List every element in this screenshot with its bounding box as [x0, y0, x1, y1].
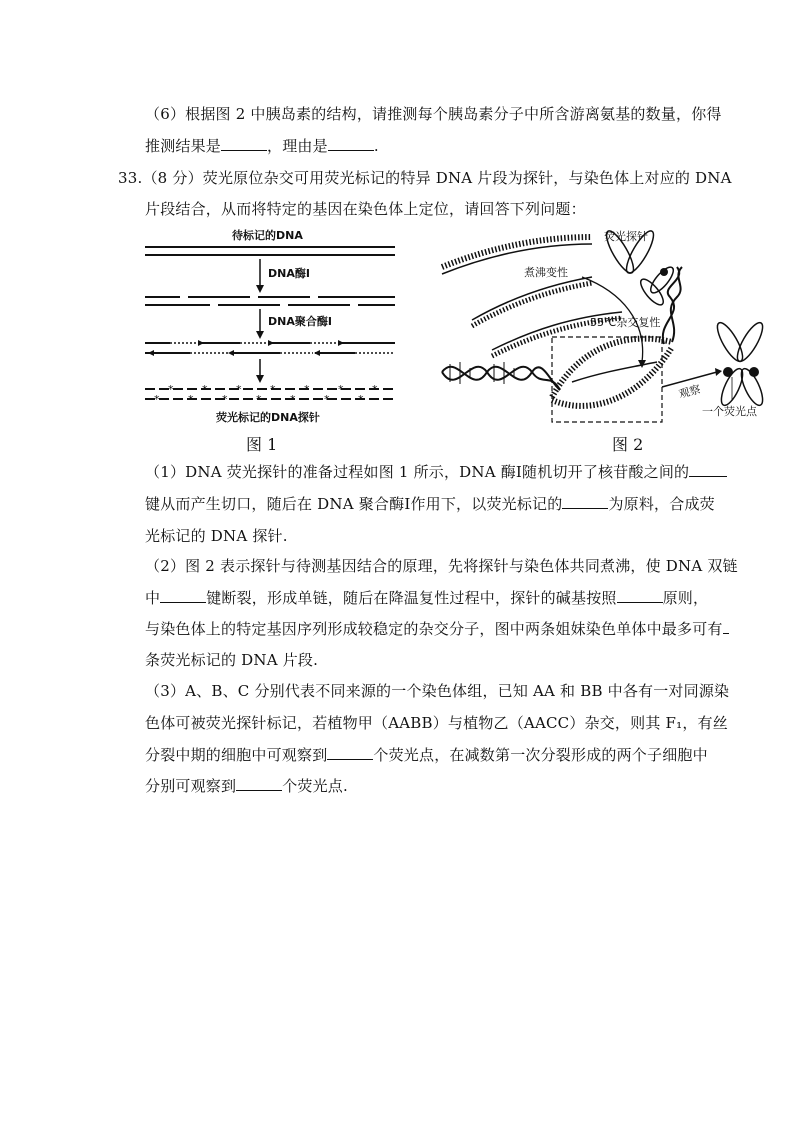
p2-line2: [145, 588, 708, 608]
p3-line4-tail: 个荧光点.: [282, 777, 348, 795]
p1-line2: [145, 494, 715, 514]
svg-text:*: *: [188, 393, 194, 406]
svg-text:*: *: [236, 383, 242, 396]
fig2-caption: 图 2: [612, 435, 644, 454]
svg-text:*: *: [324, 393, 330, 406]
svg-text:*: *: [222, 393, 228, 406]
p3-line4: [145, 776, 348, 796]
p1-line1-text: （1）DNA 荧光探针的准备过程如图 1 所示，DNA 酶Ⅰ随机切开了核苷酸之间的: [145, 463, 690, 481]
p3-line3: [145, 745, 708, 765]
svg-text:*: *: [168, 383, 174, 396]
q33-intro-line1: 33.（8 分）荧光原位杂交可用荧光标记的特异 DNA 片段为探针，与染色体上对应的 DNA: [118, 169, 732, 187]
fig1-step1-label: DNA酶Ⅰ: [268, 267, 310, 280]
figure-1: [140, 225, 400, 435]
fig1-step2-label: DNA聚合酶Ⅰ: [268, 315, 332, 328]
figure-2: [432, 222, 777, 432]
p1-line2-tail: 为原料，合成荧: [608, 495, 715, 513]
p2-line1: （2）图 2 表示探针与待测基因结合的原理，先将探针与染色体共同煮沸，使 DNA 双链: [145, 557, 738, 575]
p1-line1: [145, 462, 727, 482]
p2-blank-count[interactable]: [723, 619, 729, 634]
p3-line1: （3）A、B、C 分别代表不同来源的一个染色体组，已知 AA 和 BB 中各有一对同源染: [145, 682, 730, 700]
p2-line3: [145, 619, 729, 639]
q6-blank-result[interactable]: [221, 136, 267, 151]
svg-text:*: *: [154, 393, 160, 406]
p1-line2-text: 键从而产生切口，随后在 DNA 聚合酶Ⅰ作用下，以荧光标记的: [145, 495, 563, 513]
p1-line3: 光标记的 DNA 探针.: [145, 527, 288, 545]
q6-reason-label: ，理由是: [267, 137, 328, 155]
p2-line2-head: 中: [145, 589, 161, 607]
q6-line1: （6）根据图 2 中胰岛素的结构，请推测每个胰岛素分子中所含游离氨基的数量，你得: [145, 105, 722, 123]
p1-blank-bond[interactable]: [689, 462, 727, 477]
p3-line3-text: 分裂中期的细胞中可观察到: [145, 746, 328, 764]
svg-text:*: *: [338, 383, 344, 396]
p1-blank-material[interactable]: [562, 494, 608, 509]
p2-line2-text: 键断裂，形成单链，随后在降温复性过程中，探针的碱基按照: [206, 589, 617, 607]
p2-line3-text: 与染色体上的特定基因序列形成较稳定的杂交分子，图中两条姐妹染色单体中最多可有: [145, 620, 723, 638]
q6-period: .: [373, 137, 379, 155]
fig2-observe-label: 观察: [677, 382, 703, 401]
fig2-boil-label: 煮沸变性: [524, 266, 568, 279]
q6-blank-reason[interactable]: [328, 136, 374, 151]
p2-blank-principle[interactable]: [617, 588, 663, 603]
fig2-hybrid-label: 55℃杂交复性: [590, 316, 661, 329]
p3-line4-text: 分别可观察到: [145, 777, 237, 795]
fig1-bottom-label: 荧光标记的DNA探针: [216, 411, 320, 424]
svg-text:*: *: [256, 393, 262, 406]
fig1-title: 待标记的DNA: [232, 229, 303, 242]
p3-blank-mitosis[interactable]: [327, 745, 373, 760]
svg-text:*: *: [304, 383, 310, 396]
svg-text:*: *: [372, 383, 378, 396]
fig1-caption: 图 1: [246, 435, 278, 454]
p3-line2: 色体可被荧光探针标记，若植物甲（AABB）与植物乙（AACC）杂交，则其 F₁，有丝: [145, 714, 728, 732]
q6-result-label: 推测结果是: [145, 137, 222, 155]
p2-blank-bond[interactable]: [160, 588, 206, 603]
fig2-probe-label: 荧光探针: [604, 230, 648, 243]
fig2-spot-label: 一个荧光点: [702, 405, 757, 418]
p2-line2-tail: 原则，: [662, 589, 709, 607]
p2-line4: 条荧光标记的 DNA 片段.: [145, 651, 319, 669]
p3-blank-meiosis[interactable]: [236, 776, 282, 791]
svg-text:*: *: [202, 383, 208, 396]
q6-line2: [145, 136, 379, 156]
svg-text:*: *: [358, 393, 364, 406]
q33-intro-line2: 片段结合，从而将特定的基因在染色体上定位，请回答下列问题：: [145, 200, 586, 218]
svg-text:*: *: [290, 393, 296, 406]
svg-text:*: *: [270, 383, 276, 396]
p3-line3-tail: 个荧光点，在减数第一次分裂形成的两个子细胞中: [373, 746, 708, 764]
